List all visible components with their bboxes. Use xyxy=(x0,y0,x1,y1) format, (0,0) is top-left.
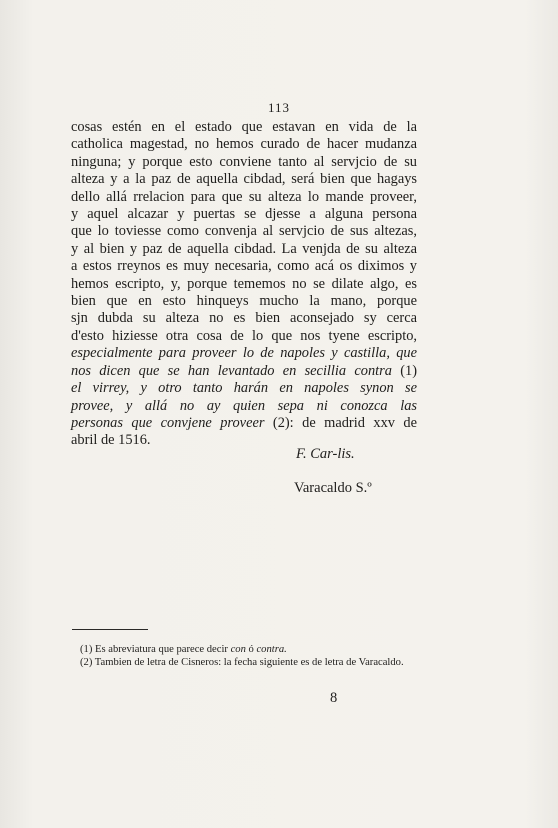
text-run: (2) Tambien de letra de Cisneros: la fecha siguiente es de letra de Varacaldo. xyxy=(80,656,404,668)
text-run: hemos escripto, y, porque tememos no se dilate algo, es xyxy=(71,275,417,292)
italic-text: personas que convjene proveer xyxy=(71,414,265,431)
footnotes xyxy=(72,644,416,669)
text-run: y aquel alcazar y puertas se djesse a alguna persona xyxy=(71,206,417,223)
text-run: alteza y a la paz de aquella cibdad, será bien que hagays xyxy=(71,171,417,188)
body-line xyxy=(71,345,417,362)
text-run: abril de 1516. xyxy=(71,432,151,449)
text-run: dello allá rrelacion para que su alteza lo mande proveer, xyxy=(71,188,417,205)
text-run: cosas estén en el estado que estavan en vida de la xyxy=(71,119,417,135)
italic-text: con xyxy=(230,644,246,655)
italic-text: el virrey, y otro tanto harán en napoles synon se xyxy=(71,380,417,397)
body-line xyxy=(71,206,417,223)
sheet-signature-mark: 8 xyxy=(330,690,338,706)
signature-car-lis: F. Car-lis. xyxy=(296,446,355,462)
body-line xyxy=(71,432,417,449)
italic-text: provee, y allá no ay quien sepa ni conozca las xyxy=(71,397,417,414)
text-run: a estos rreynos es muy necesaria, como acá os diximos y xyxy=(71,258,417,275)
body-line xyxy=(71,223,417,240)
text-run: catholica magestad, no hemos curado de hacer mudanza xyxy=(71,136,417,153)
text-run: ninguna; y porque esto conviene tanto al servjcio de su xyxy=(71,153,417,170)
footnote-divider xyxy=(72,629,148,630)
text-run: (1) xyxy=(391,362,417,379)
text-run: y al bien y paz de aquella cibdad. La venjda de su alteza xyxy=(71,240,417,257)
body-line xyxy=(71,189,417,206)
body-line xyxy=(71,398,417,415)
text-run: ó xyxy=(245,644,257,655)
body-line xyxy=(71,276,417,293)
italic-text: contra. xyxy=(256,644,287,655)
body-line xyxy=(71,119,417,136)
text-run: (1) Es abreviatura que parece decir xyxy=(80,644,231,655)
text-run: que lo toviesse como convenja al servjcio de sus altezas, xyxy=(71,223,417,240)
body-line xyxy=(71,293,417,310)
body-line xyxy=(71,415,417,432)
body-line xyxy=(71,241,417,258)
body-line xyxy=(71,380,417,397)
text-run: sjn dubda su alteza no es bien aconsejado sy cerca xyxy=(71,310,417,327)
letter-body xyxy=(71,119,417,450)
body-line xyxy=(71,310,417,327)
text-run: d'esto hiziesse otra cosa de lo que nos tyene escripto, xyxy=(71,327,417,344)
body-line xyxy=(71,171,417,188)
italic-text: especialmente para proveer lo de napoles y castilla, que xyxy=(71,345,417,362)
footnote xyxy=(72,657,416,670)
text-run: (2): de madrid xxv de xyxy=(264,414,417,431)
footnote xyxy=(72,644,416,657)
signature-varacaldo: Varacaldo S.º xyxy=(294,480,372,496)
body-line xyxy=(71,154,417,171)
body-line xyxy=(71,136,417,153)
body-line xyxy=(71,328,417,345)
body-line xyxy=(71,258,417,275)
body-line xyxy=(71,363,417,380)
text-run: bien que en esto hinqueys mucho la mano, porque xyxy=(71,293,417,310)
page-number: 113 xyxy=(267,100,291,115)
italic-text: nos dicen que se han levantado en secillia contra xyxy=(71,362,392,379)
